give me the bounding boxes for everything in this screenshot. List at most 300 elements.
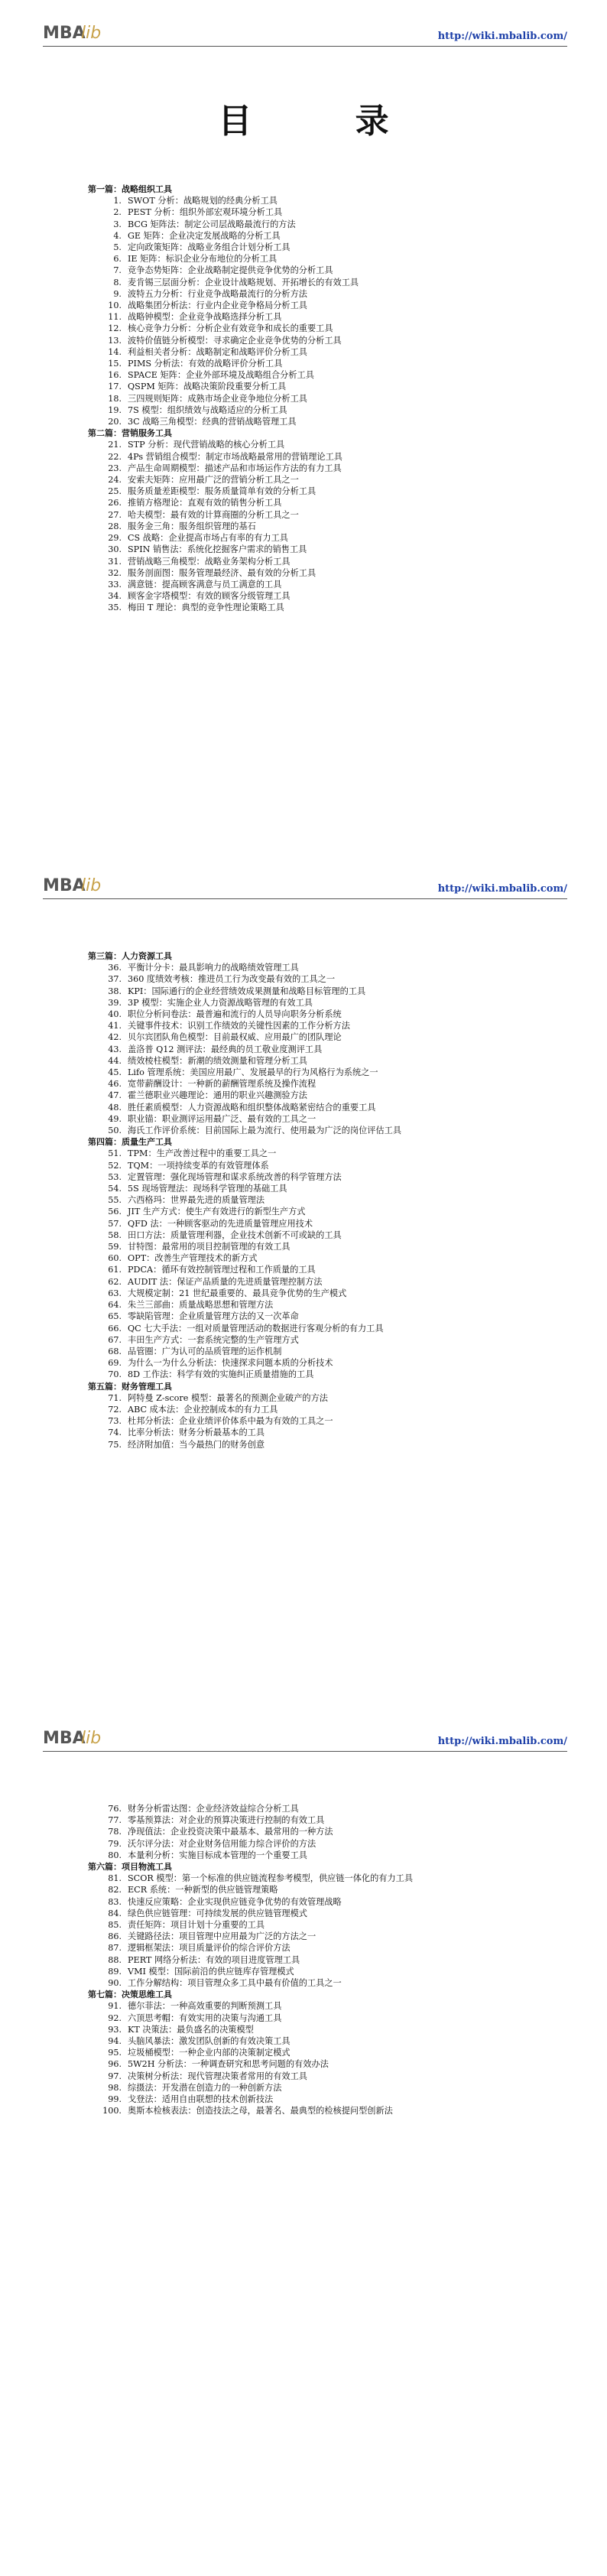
toc-item[interactable] (88, 463, 577, 474)
toc-item-number: 54. (108, 1184, 122, 1194)
toc-item-number: 31. (108, 556, 122, 567)
toc-item[interactable] (88, 1323, 577, 1334)
toc-item-title: 霍兰德职业兴趣理论：通用的职业兴趣测验方法 (128, 1090, 307, 1101)
section-heading[interactable]: 第三篇：人力资源工具 (88, 951, 172, 961)
toc-item[interactable] (88, 486, 577, 497)
toc-item-title: ECR 系统：一种新型的供应链管理策略 (128, 1885, 278, 1895)
toc-item[interactable] (88, 1357, 577, 1369)
toc-item[interactable] (88, 1908, 577, 1919)
toc-item[interactable] (88, 393, 577, 404)
toc-item-number: 81. (108, 1873, 122, 1884)
toc-item-number: 9. (113, 288, 122, 299)
toc-item[interactable] (88, 1264, 577, 1275)
toc-item[interactable] (88, 451, 577, 463)
toc-item[interactable] (88, 1241, 577, 1252)
toc-item[interactable] (88, 1194, 577, 1206)
toc-item-title: 工作分解结构：项目管理众多工具中最有价值的工具之一 (128, 1978, 342, 1989)
toc-item-number: 96. (108, 2059, 122, 2070)
toc-item-number: 14. (108, 346, 122, 357)
toc-item-title: 职位分析问卷法：最普遍和流行的人员导向职务分析系统 (128, 1009, 342, 1020)
toc-item-number: 75. (108, 1439, 122, 1450)
toc-item-title: SWOT 分析：战略规划的经典分析工具 (128, 196, 278, 206)
toc-item[interactable] (88, 416, 577, 427)
toc-item[interactable] (88, 439, 577, 450)
toc-item-title: 7S 模型：组织绩效与战略适应的分析工具 (128, 404, 287, 415)
toc-item[interactable] (88, 2047, 577, 2058)
toc-item[interactable] (88, 300, 577, 311)
toc-item[interactable] (88, 2058, 577, 2070)
toc-item-number: 68. (108, 1346, 122, 1356)
toc-item[interactable] (88, 1954, 577, 1966)
toc-item-number: 70. (108, 1369, 122, 1380)
toc-item-title: TPM：生产改善过程中的重要工具之一 (128, 1148, 277, 1159)
toc-item-number: 5. (113, 242, 122, 253)
toc-item-title: 净现值法：企业投资决策中最基本、最常用的一种方法 (128, 1827, 333, 1837)
toc-item-title: 零基预算法：对企业的预算决策进行控制的有效工具 (128, 1815, 325, 1826)
toc-item[interactable] (88, 1206, 577, 1217)
toc-item-number: 78. (108, 1827, 122, 1837)
toc-item[interactable] (88, 206, 577, 218)
toc-item-number: 44. (108, 1055, 122, 1066)
toc-item[interactable] (88, 1884, 577, 1895)
toc-item-title: 垃圾桶模型：一种企业内部的决策制定模式 (128, 2048, 291, 2058)
toc-item[interactable] (88, 1334, 577, 1346)
toc-item-number: 22. (108, 451, 122, 462)
toc-item[interactable] (88, 369, 577, 381)
section-heading[interactable]: 第五篇：财务管理工具 (88, 1381, 172, 1392)
toc-item[interactable] (88, 288, 577, 300)
toc-item-title: 定向政策矩阵：战略业务组合计划分析工具 (128, 242, 291, 253)
toc-item[interactable] (88, 474, 577, 486)
toc-item-number: 19. (108, 404, 122, 415)
toc-item[interactable] (88, 1009, 577, 1020)
toc-item[interactable] (88, 219, 577, 230)
toc-item[interactable] (88, 1826, 577, 1837)
toc-item[interactable] (88, 1230, 577, 1241)
svg-text:MBA: MBA (43, 876, 86, 895)
toc-item[interactable] (88, 1311, 577, 1322)
toc-item[interactable] (88, 1078, 577, 1090)
toc-item-number: 41. (108, 1021, 122, 1031)
toc-item-number: 94. (108, 2036, 122, 2047)
toc-item-title: 麦肯锡三层面分析：企业设计战略规划、开拓增长的有效工具 (128, 277, 359, 287)
toc-item-title: 大规模定制：21 世纪最重要的、最具竞争优势的生产模式 (128, 1288, 347, 1298)
toc-item[interactable] (88, 311, 577, 323)
toc-item[interactable] (88, 346, 577, 358)
toc-item-title: 逻辑框架法：项目质量评价的综合评价方法 (128, 1943, 291, 1954)
toc-item[interactable] (88, 1439, 577, 1450)
toc-item-number: 88. (108, 1954, 122, 1965)
section-heading[interactable]: 第六篇：项目物流工具 (88, 1862, 172, 1873)
toc-item-title: GE 矩阵：企业决定发展战略的分析工具 (128, 230, 281, 241)
toc-item[interactable] (88, 602, 577, 613)
toc-item-number: 33. (108, 579, 122, 590)
toc-item-title: 杜邦分析法：企业业绩评价体系中最为有效的工具之一 (128, 1416, 333, 1427)
toc-item-title: PEST 分析：组织外部宏观环境分析工具 (128, 207, 283, 218)
toc-item[interactable] (88, 2024, 577, 2035)
toc-item-number: 53. (108, 1171, 122, 1182)
section-heading[interactable]: 第七篇：决策思维工具 (88, 1990, 172, 2000)
toc-item[interactable] (88, 579, 577, 590)
svg-text:lib: lib (81, 1729, 102, 1748)
toc-item-title: 贝尔宾团队角色模型：目前最权威、应用最广的团队理论 (128, 1032, 342, 1043)
toc-item-number: 95. (108, 2048, 122, 2058)
toc-item-number: 87. (108, 1943, 122, 1954)
page-header (43, 20, 567, 44)
toc-item-title: 战略集团分析法：行业内企业竞争格局分析工具 (128, 300, 307, 311)
toc-item[interactable] (88, 590, 577, 602)
toc-item-title: 服务剖面图：服务管理最经济、最有效的分析工具 (128, 567, 316, 578)
toc-item-title: 波特价值链分析模型：寻求确定企业竞争优势的分析工具 (128, 335, 342, 346)
toc-item[interactable] (88, 1252, 577, 1264)
toc-item-number: 59. (108, 1242, 122, 1252)
toc-item-number: 45. (108, 1067, 122, 1078)
toc-item-number: 72. (108, 1404, 122, 1415)
toc-item-number: 85. (108, 1920, 122, 1931)
toc-item[interactable] (88, 195, 577, 206)
toc-item-title: PERT 网络分析法：有效的项目进度管理工具 (128, 1954, 300, 1965)
toc-item[interactable] (88, 1299, 577, 1311)
toc-item[interactable] (88, 2000, 577, 2012)
toc-item[interactable] (88, 2105, 577, 2116)
toc-item-number: 61. (108, 1265, 122, 1275)
toc-item[interactable] (88, 1044, 577, 1055)
toc-item-title: 决策树分析法：现代管理决策者常用的有效工具 (128, 2071, 307, 2081)
toc-item-number: 21. (108, 440, 122, 450)
toc-item-title: 竞争态势矩阵：企业战略制定提供竞争优势的分析工具 (128, 265, 333, 276)
toc-item-title: 8D 工作法：科学有效的实施纠正质量措施的工具 (128, 1369, 314, 1380)
toc-item-number: 77. (108, 1815, 122, 1826)
header-url-link[interactable]: http://wiki.mbalib.com/ (437, 883, 567, 895)
toc-item[interactable] (88, 1160, 577, 1171)
toc-item-title: 满意链：提高顾客满意与员工满意的工具 (128, 579, 282, 590)
section-heading[interactable]: 第二篇：营销服务工具 (88, 428, 172, 439)
toc-item-title: 盖洛普 Q12 测评法：最经典的员工敬业度测评工具 (128, 1044, 323, 1054)
toc-item[interactable] (88, 1966, 577, 1977)
toc-item-title: SCOR 模型：第一个标准的供应链流程参考模型，供应链一体化的有力工具 (128, 1873, 414, 1884)
toc-item-number: 15. (108, 359, 122, 369)
toc-item[interactable] (88, 997, 577, 1009)
toc-item-number: 50. (108, 1126, 122, 1136)
toc-item-title: 沃尔评分法：对企业财务信用能力综合评价的方法 (128, 1838, 316, 1849)
toc-item[interactable] (88, 1102, 577, 1113)
toc-item-title: 财务分析雷达图：企业经济效益综合分析工具 (128, 1804, 299, 1814)
toc-item-title: 利益相关者分析：战略制定和战略评价分析工具 (128, 346, 307, 357)
toc-item[interactable] (88, 556, 577, 567)
toc-item-title: 六顶思考帽：有效实用的决策与沟通工具 (128, 2012, 282, 2023)
toc-item[interactable] (88, 265, 577, 276)
toc-item[interactable] (88, 1218, 577, 1230)
toc-item[interactable] (88, 1346, 577, 1357)
toc-item-number: 98. (108, 2082, 122, 2093)
toc-item[interactable] (88, 404, 577, 416)
toc-item[interactable] (88, 2035, 577, 2047)
toc-item[interactable] (88, 1171, 577, 1183)
toc-item-number: 37. (108, 974, 122, 985)
page-header (43, 872, 567, 897)
toc-item-title: 本量利分析：实施目标成本管理的一个重要工具 (128, 1850, 307, 1860)
toc-item[interactable] (88, 1125, 577, 1136)
toc-item-number: 67. (108, 1334, 122, 1345)
toc-item-number: 69. (108, 1358, 122, 1369)
toc-item-number: 73. (108, 1416, 122, 1427)
toc-item-title: 5W2H 分析法：一种调查研究和思考问题的有效办法 (128, 2059, 329, 2070)
toc-item-number: 24. (108, 475, 122, 486)
toc-item-title: 比率分析法：财务分析最基本的工具 (128, 1428, 265, 1438)
toc-item-title: 朱兰三部曲：质量战略思想和管理方法 (128, 1300, 274, 1311)
toc-item-number: 82. (108, 1885, 122, 1895)
mbalib-logo (43, 1725, 116, 1748)
toc-item[interactable] (88, 1090, 577, 1101)
toc-item-title: Lifo 管理系统：美国应用最广、发展最早的行为风格行为系统之一 (128, 1067, 378, 1078)
toc-item-title: KT 决策法：最负盛名的决策模型 (128, 2024, 254, 2035)
toc-item-number: 2. (113, 207, 122, 218)
toc-item[interactable] (88, 1392, 577, 1404)
toc-item-number: 58. (108, 1230, 122, 1240)
toc-item[interactable] (88, 1803, 577, 1814)
toc-item-title: 定置管理：强化现场管理和谋求系统改善的科学管理方法 (128, 1171, 342, 1182)
svg-text:lib: lib (81, 24, 102, 43)
toc-item-number: 18. (108, 393, 122, 404)
toc-item-title: 头脑风暴法：激发团队创新的有效决策工具 (128, 2036, 291, 2047)
toc-item[interactable] (88, 497, 577, 508)
toc-item-title: QFD 法：一种顾客驱动的先进质量管理应用技术 (128, 1218, 313, 1229)
toc-item[interactable] (88, 973, 577, 985)
toc-item-title: BCG 矩阵法：制定公司层战略最流行的方法 (128, 219, 296, 229)
toc-item-number: 29. (108, 533, 122, 544)
toc-item[interactable] (88, 1183, 577, 1194)
toc-item[interactable] (88, 1838, 577, 1850)
toc-item-number: 47. (108, 1090, 122, 1101)
toc-item-number: 93. (108, 2024, 122, 2035)
toc-item-title: 绩效棱柱模型：新潮的绩效测量和管理分析工具 (128, 1055, 307, 1066)
toc-item-number: 35. (108, 603, 122, 613)
toc-item-number: 16. (108, 370, 122, 381)
toc-item-title: 关键路径法：项目管理中应用最为广泛的方法之一 (128, 1931, 316, 1942)
toc-item-title: 关键事件技术：识别工作绩效的关键性因素的工作分析方法 (128, 1021, 350, 1031)
toc-item-title: PIMS 分析法：有效的战略评价分析工具 (128, 359, 283, 369)
toc-item-number: 63. (108, 1288, 122, 1298)
toc-item-title: TQM：一项持续变革的有效管理体系 (128, 1160, 269, 1171)
toc-item-title: 经济附加值：当今最热门的财务创意 (128, 1439, 265, 1450)
toc-item[interactable] (88, 1369, 577, 1380)
toc-item-title: ABC 成本法：企业控制成本的有力工具 (128, 1404, 278, 1415)
toc-item-title: 快速反应策略：企业实现供应链竞争优势的有效管理战略 (128, 1896, 342, 1907)
toc-item-number: 39. (108, 997, 122, 1008)
toc-item-title: 三四规则矩阵：成熟市场企业竞争地位分析工具 (128, 393, 307, 404)
toc-item-title: 六西格玛：世界最先进的质量管理法 (128, 1195, 265, 1206)
toc-item-title: 营销战略三角模型：战略业务架构分析工具 (128, 556, 291, 567)
toc-item-number: 51. (108, 1148, 122, 1159)
toc-item[interactable] (88, 1415, 577, 1427)
toc-item-number: 91. (108, 2001, 122, 2012)
toc-item-number: 6. (113, 254, 122, 265)
header-divider (43, 898, 567, 899)
toc-item[interactable] (88, 521, 577, 532)
toc-item-title: 丰田生产方式：一套系统完整的生产管理方式 (128, 1334, 299, 1345)
toc-item-number: 83. (108, 1896, 122, 1907)
toc-item-number: 76. (108, 1804, 122, 1814)
toc-item-title: 哈夫模型：最有效的计算商圈的分析工具之一 (128, 509, 299, 520)
toc-item-title: 品管圈：广为认可的品质管理的运作机制 (128, 1346, 282, 1356)
toc-item[interactable] (88, 509, 577, 521)
toc-item-number: 40. (108, 1009, 122, 1020)
toc-item-number: 42. (108, 1032, 122, 1043)
header-divider (43, 1751, 567, 1752)
toc-item-title: 安索夫矩阵：应用最广泛的营销分析工具之一 (128, 475, 299, 486)
toc-item-title: 戈登法：适用自由联想的技术创新技法 (128, 2094, 274, 2105)
toc-item[interactable] (88, 1055, 577, 1067)
toc-item-number: 17. (108, 382, 122, 392)
toc-item-number: 27. (108, 509, 122, 520)
toc-item[interactable] (88, 1404, 577, 1415)
page-header (43, 1725, 567, 1749)
toc-item-number: 10. (108, 300, 122, 311)
section-heading[interactable]: 第一篇：战略组织工具 (88, 184, 172, 194)
toc-item[interactable] (88, 1850, 577, 1861)
toc-item-title: 服务质量差距模型：服务质量简单有效的分析工具 (128, 486, 316, 497)
toc-item[interactable] (88, 1814, 577, 1826)
toc-item-title: 战略钟模型：企业竞争战略选择分析工具 (128, 312, 282, 323)
toc-item-number: 89. (108, 1966, 122, 1977)
toc-item-number: 20. (108, 417, 122, 427)
toc-item[interactable] (88, 1148, 577, 1159)
toc-item-number: 92. (108, 2012, 122, 2023)
toc-item-title: QSPM 矩阵：战略决策阶段重要分析工具 (128, 382, 287, 392)
toc-item-title: 3C 战略三角模型：经典的营销战略管理工具 (128, 417, 297, 427)
toc-item[interactable] (88, 381, 577, 392)
toc-item[interactable] (88, 358, 577, 369)
toc-list (88, 1803, 577, 2116)
toc-item[interactable] (88, 1873, 577, 1884)
toc-item-number: 25. (108, 486, 122, 497)
toc-item[interactable] (88, 253, 577, 265)
toc-item-number: 84. (108, 1908, 122, 1918)
toc-item-number: 80. (108, 1850, 122, 1860)
toc-item[interactable] (88, 1067, 577, 1078)
header-url-link[interactable]: http://wiki.mbalib.com/ (437, 31, 567, 42)
toc-item-number: 52. (108, 1160, 122, 1171)
toc-item-title: 阿特曼 Z-score 模型：最著名的预测企业破产的方法 (128, 1392, 328, 1403)
toc-item[interactable] (88, 1288, 577, 1299)
header-divider (43, 46, 567, 47)
toc-item[interactable] (88, 1276, 577, 1288)
toc-item-number: 97. (108, 2071, 122, 2081)
toc-item-title: VMI 模型：国际前沿的供应链库存管理模式 (128, 1966, 294, 1977)
toc-item-number: 55. (108, 1195, 122, 1206)
toc-item-title: JIT 生产方式：使生产有效进行的新型生产方式 (128, 1207, 306, 1217)
svg-text:lib: lib (81, 876, 102, 895)
toc-item-number: 30. (108, 544, 122, 555)
toc-item[interactable] (88, 1931, 577, 1942)
toc-item-number: 26. (108, 498, 122, 508)
toc-item-title: 奥斯本检核表法：创造技法之母，最著名、最典型的检核提问型创新法 (128, 2106, 393, 2116)
toc-item-number: 100. (102, 2106, 122, 2116)
toc-item-title: 4Ps 营销组合模型：制定市场战略最常用的营销理论工具 (128, 451, 342, 462)
toc-item[interactable] (88, 1919, 577, 1931)
toc-item[interactable] (88, 323, 577, 334)
toc-item-title: 为什么一为什么分析法：快速探求问题本质的分析技术 (128, 1358, 333, 1369)
toc-item-title: 绿色供应链管理：可持续发展的供应链管理模式 (128, 1908, 307, 1918)
toc-item-title: 职业锚：职业测评运用最广泛、最有效的工具之一 (128, 1113, 316, 1124)
toc-item-title: 顾客金字塔模型：有效的顾客分级管理工具 (128, 591, 291, 602)
toc-item-title: 3P 模型：实施企业人力资源战略管理的有效工具 (128, 997, 313, 1008)
toc-item-title: AUDIT 法：保证产品质量的先进质量管理控制方法 (128, 1276, 323, 1287)
toc-list (88, 950, 577, 1450)
toc-item[interactable] (88, 2012, 577, 2024)
toc-item-title: 5S 现场管理法：现场科学管理的基础工具 (128, 1184, 287, 1194)
toc-item-number: 71. (108, 1392, 122, 1403)
toc-item-number: 46. (108, 1079, 122, 1090)
section-heading[interactable]: 第四篇：质量生产工具 (88, 1137, 172, 1148)
toc-item-number: 11. (108, 312, 122, 323)
toc-item[interactable] (88, 567, 577, 579)
toc-item-number: 64. (108, 1300, 122, 1311)
toc-item[interactable] (88, 1031, 577, 1043)
toc-item-number: 65. (108, 1311, 122, 1322)
mbalib-logo (43, 872, 116, 895)
toc-item[interactable] (88, 335, 577, 346)
toc-item-title: 平衡计分卡：最具影响力的战略绩效管理工具 (128, 963, 299, 973)
toc-item-number: 99. (108, 2094, 122, 2105)
toc-item-title: SPACE 矩阵：企业外部环境及战略组合分析工具 (128, 370, 314, 381)
toc-item-number: 13. (108, 335, 122, 346)
toc-item-title: 田口方法：质量管理利器，企业技术创新不可或缺的工具 (128, 1230, 342, 1240)
toc-item[interactable] (88, 2071, 577, 2082)
toc-item[interactable] (88, 242, 577, 253)
toc-item[interactable] (88, 962, 577, 973)
toc-item-title: 波特五力分析：行业竞争战略最流行的分析方法 (128, 288, 307, 299)
toc-item-title: STP 分析：现代营销战略的核心分析工具 (128, 440, 285, 450)
toc-item-number: 32. (108, 567, 122, 578)
toc-item[interactable] (88, 277, 577, 288)
toc-item-number: 4. (113, 230, 122, 241)
toc-item[interactable] (88, 230, 577, 242)
toc-item-title: QC 七大手法：一组对质量管理活动的数据进行客观分析的有力工具 (128, 1323, 384, 1333)
toc-item-title: IE 矩阵：标识企业分布地位的分析工具 (128, 254, 278, 265)
toc-item[interactable] (88, 986, 577, 997)
toc-item[interactable] (88, 1977, 577, 1989)
toc-item[interactable] (88, 532, 577, 544)
toc-item-number: 12. (108, 323, 122, 334)
toc-item[interactable] (88, 2094, 577, 2105)
toc-item-number: 43. (108, 1044, 122, 1054)
svg-text:MBA: MBA (43, 24, 86, 43)
toc-item-title: 产品生命周期模型：描述产品和市场运作方法的有力工具 (128, 463, 342, 473)
toc-item[interactable] (88, 2082, 577, 2094)
toc-item-number: 36. (108, 963, 122, 973)
toc-item[interactable] (88, 1896, 577, 1908)
toc-item-title: 综摄法：开发潜在创造力的一种创新方法 (128, 2082, 282, 2093)
toc-item-number: 3. (113, 219, 122, 229)
toc-item-number: 60. (108, 1253, 122, 1264)
toc-item-number: 34. (108, 591, 122, 602)
toc-item[interactable] (88, 1020, 577, 1031)
toc-item-title: CS 战略：企业提高市场占有率的有力工具 (128, 533, 288, 544)
toc-item-title: PDCA：循环有效控制管理过程和工作质量的工具 (128, 1265, 316, 1275)
toc-item-number: 66. (108, 1323, 122, 1333)
toc-item[interactable] (88, 1942, 577, 1954)
toc-item[interactable] (88, 1427, 577, 1438)
toc-item-title: 胜任素质模型：人力资源战略和组织整体战略紧密结合的重要工具 (128, 1102, 376, 1113)
toc-item-title: 宽带薪酬设计：一种新的薪酬管理系统及操作流程 (128, 1079, 316, 1090)
toc-item-number: 1. (113, 196, 122, 206)
header-url-link[interactable]: http://wiki.mbalib.com/ (437, 1736, 567, 1747)
toc-item[interactable] (88, 544, 577, 555)
toc-item-number: 62. (108, 1276, 122, 1287)
toc-item[interactable] (88, 1113, 577, 1125)
toc-list (88, 184, 577, 614)
